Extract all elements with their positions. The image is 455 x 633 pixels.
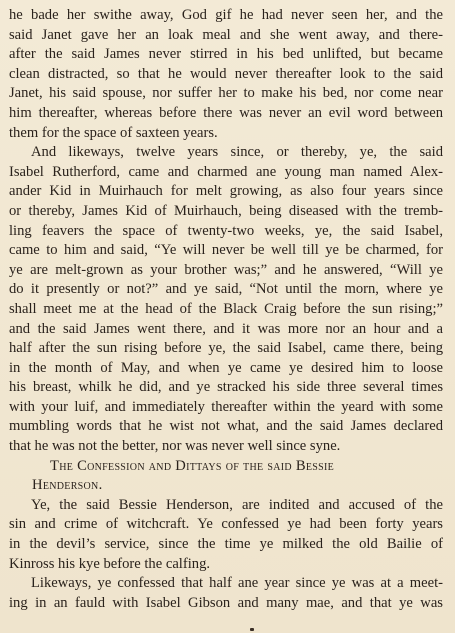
text-line: his breast, whilk he did, and ye stracked his side three several times [9,379,443,396]
page-text [9,6,443,613]
text-line: clean distracted, so that he would never thereafter look to the said [9,65,443,82]
text-line: Isabel Rutherford, came and charmed ane young man named Alex- [9,163,443,180]
text-line: them for the space of saxteen years. [9,124,218,141]
text-line: in the devil’s service, since the time ye milked the old Bailie of [9,536,443,553]
paragraph-3 [9,496,443,574]
text-line: with your luif, and immediately thereafter within the yeard with some [9,398,443,415]
section-heading [9,457,443,496]
heading-line: Henderson. [32,477,103,494]
text-line: sin and crime of witchcraft. Ye confessed ye had been forty years [9,516,443,533]
text-line: said Janet gave her an loak meal and she went away, and there- [9,26,443,43]
text-line: shall meet me at the head of the Black Craig before the sun rising;” [9,300,443,317]
text-line: And likeways, twelve years since, or thereby, ye, the said [31,144,443,161]
text-line: came to him and said, “Ye will never be well till ye be charmed, for [9,242,443,259]
ink-speck [250,628,254,631]
text-line: ling feavers the space of twenty-two weeks, ye, the said Isabel, [9,222,443,239]
paragraph-4 [9,574,443,613]
text-line: in the month of May, and when ye came ye desired him to loose [9,359,443,376]
text-line: that he was not the better, nor was never well since syne. [9,438,341,455]
paragraph-2 [9,143,443,457]
paragraph-1 [9,6,443,143]
heading-line: The Confession and Dittays of the said Bessie [50,457,335,474]
text-line: half after the sun rising before ye, the said Isabel, came there, being [9,340,443,357]
text-line: and the said James went there, and it was more nor an hour and a [9,320,443,337]
text-line: ing in an fauld with Isabel Gibson and many mae, and that ye was [9,594,443,611]
text-line: him thereafter, whereas before there was never an evil word between [9,104,443,121]
text-line: after the said James never stirred in his bed unlifted, but became [9,46,443,63]
text-line: ye are melt-grown as your brother was;” and he answered, “Will ye [9,261,443,278]
text-line: he bade her swithe away, God gif he had never seen her, and the [9,7,443,23]
text-line: Janet, his said spouse, nor suffer her to make his bed, nor come near [9,85,443,102]
text-line: do it presently or not?” and ye said, “Not until the morn, where ye [9,281,443,298]
text-line: Kinross his kye before the calfing. [9,555,211,572]
text-line: or thereby, James Kid of Muirhauch, being diseased with the tremb- [9,202,443,219]
text-line: Likeways, ye confessed that half ane year since ye was at a meet- [31,575,443,592]
text-line: Ye, the said Bessie Henderson, are indited and accused of the [31,496,443,513]
text-line: mumbling words that he wist not what, and the said James declared [9,418,443,435]
text-line: ander Kid in Muirhauch for melt growing, as also four years since [9,183,443,200]
